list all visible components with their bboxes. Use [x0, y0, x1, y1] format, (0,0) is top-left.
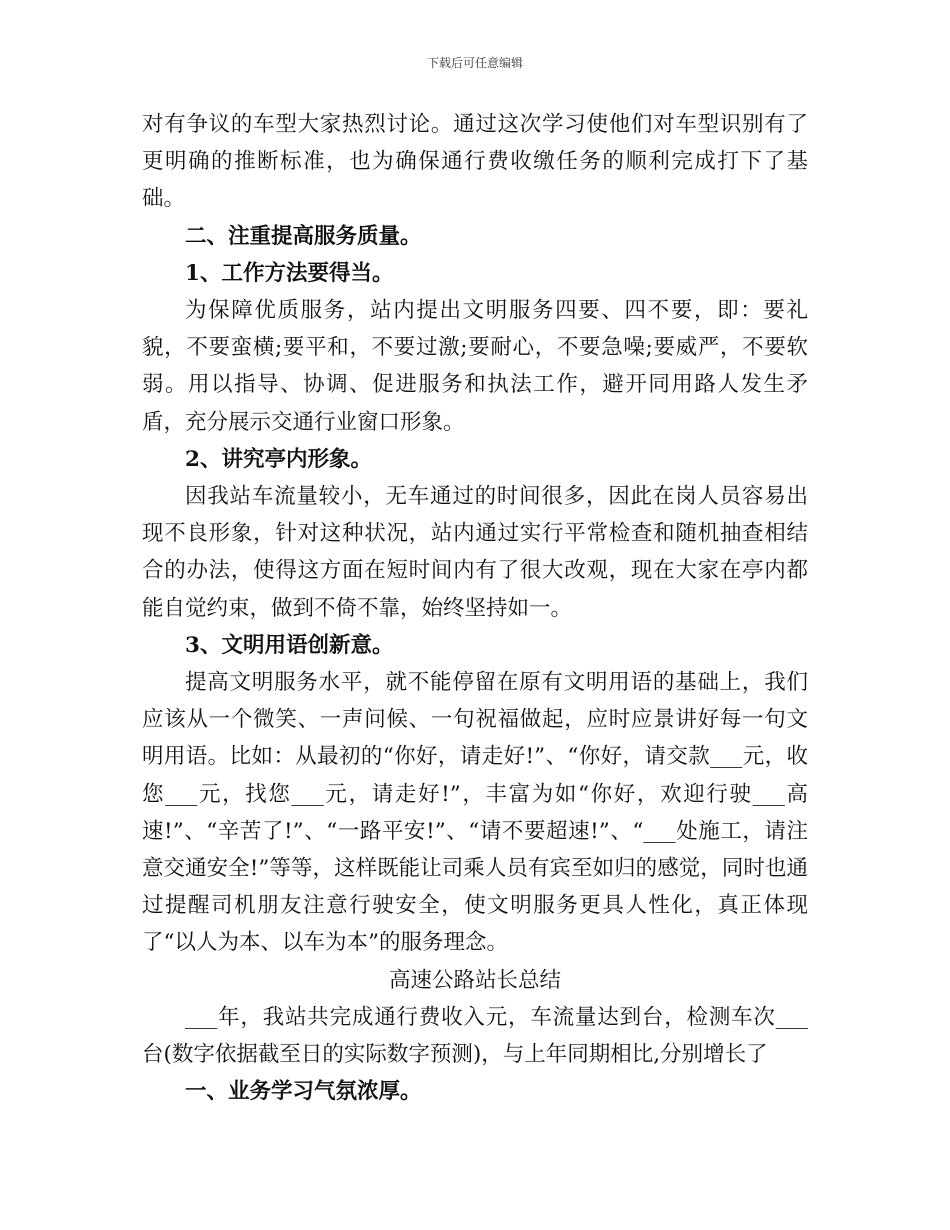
- paragraph-booth-image: 因我站车流量较小，无车通过的时间很多，因此在岗人员容易出现不良形象，针对这种状况，站内通过实行平常检查和随机抽查相结合的办法，使得这方面在短时间内有了很大改观，现在大家在亭内都能自觉约束，做到不倚不靠，始终坚持如一。: [142, 484, 808, 621]
- paragraph-work-method: 为保障优质服务，站内提出文明服务四要、四不要，即：要礼貌，不要蛮横;要平和，不要过激;要耐心，不要急噪;要威严，不要软弱。用以指导、协调、促进服务和执法工作，避开同用路人发生矛盾，充分展示交通行业窗口形象。: [142, 298, 808, 435]
- document-body: [142, 106, 808, 1110]
- page-header: 下载后可任意编辑: [426, 56, 523, 70]
- subheading-civil-language: 3、文明用语创新意。: [185, 632, 394, 658]
- section-heading-service-quality: 二、注重提高服务质量。: [185, 223, 422, 249]
- paragraph-civil-language: 提高文明服务水平，就不能停留在原有文明用语的基础上，我们应该从一个微笑、一声问候、一句祝福做起，应时应景讲好每一句文明用语。比如：从最初的“你好，请走好!”、“你好，请交款___元，收您___元，找您___元，请走好!”，丰富为如“你好，欢迎行驶___高速!”、“辛苦了!”、“一路平安!”、“请不要超速!”、“___处施工，请注意交通安全!”等等，这样既能让司乘人员有宾至如归的感觉，同时也通过提醒司机朋友注意行驶安全，使文明服务更具人性化，真正体现了“以人为本、以车为本”的服务理念。: [142, 670, 808, 956]
- paragraph-intro: 对有争议的车型大家热烈讨论。通过这次学习使他们对车型识别有了更明确的推断标准，也为确保通行费收缴任务的顺利完成打下了基础。: [142, 112, 808, 212]
- document-title: 高速公路站长总结: [388, 967, 561, 993]
- section-heading-study-atmosphere: 一、业务学习气氛浓厚。: [185, 1079, 422, 1105]
- subheading-booth-image: 2、讲究亭内形象。: [185, 446, 372, 472]
- subheading-work-method: 1、工作方法要得当。: [185, 260, 394, 286]
- paragraph-annual-summary: ___年，我站共完成通行费收入元，车流量达到台，检测车次___台(数字依据截至日的实际数字预测)，与上年同期相比,分别增长了: [142, 1004, 808, 1068]
